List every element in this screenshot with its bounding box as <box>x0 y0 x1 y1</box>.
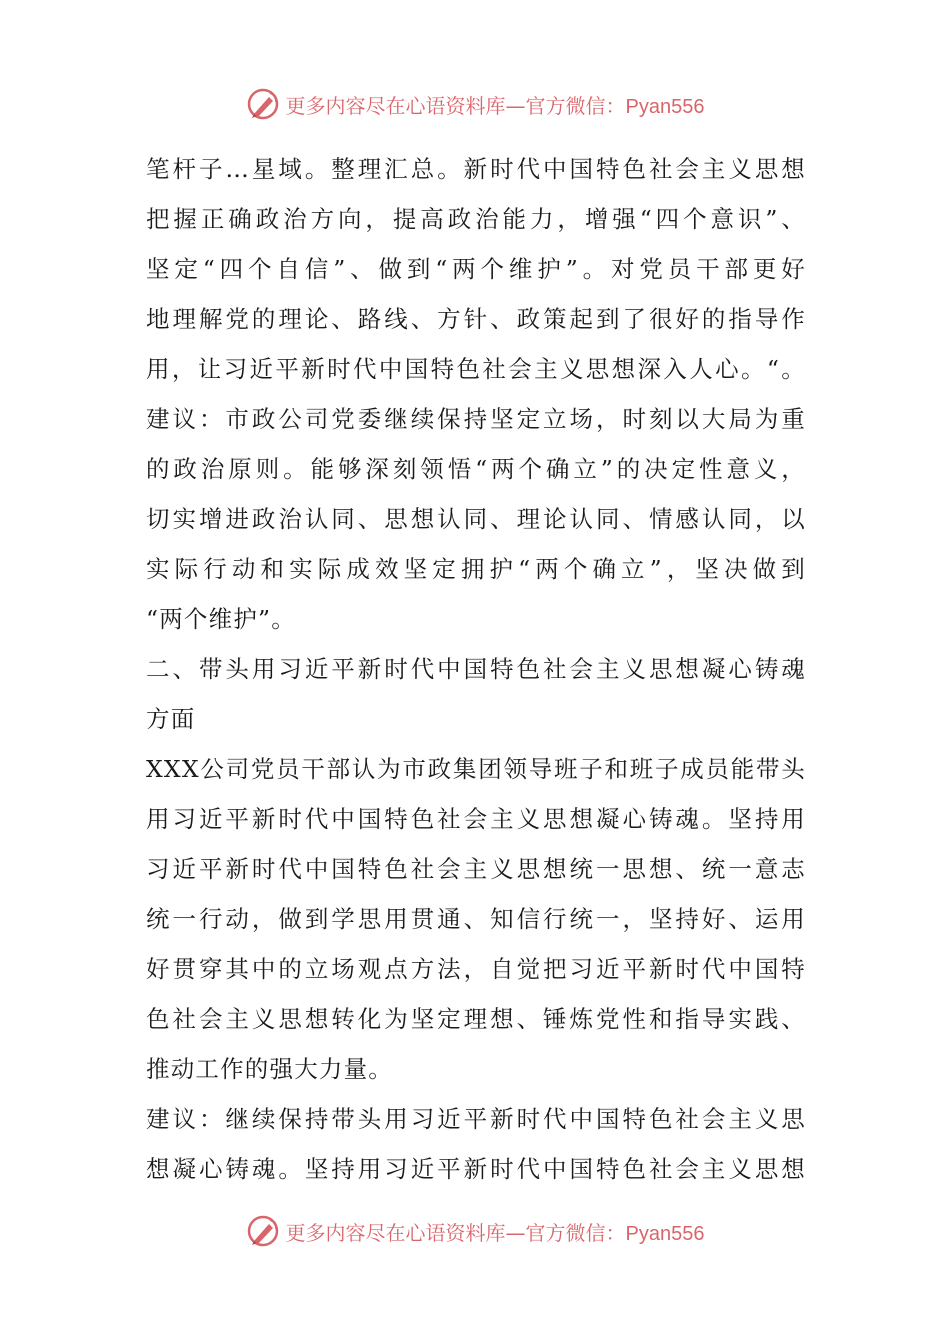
text-line: 建议：市政公司党委继续保持坚定立场，时刻以大局为重 <box>146 405 806 433</box>
text-line: 实际行动和实际成效坚定拥护“两个确立”，坚决做到 <box>146 555 806 583</box>
text-line: 用习近平新时代中国特色社会主义思想凝心铸魂。坚持用 <box>146 805 806 833</box>
text-line: 方面 <box>146 705 196 733</box>
text-line: 色社会主义思想转化为坚定理想、锤炼党性和指导实践、 <box>146 1005 806 1033</box>
text-line: XXX公司党员干部认为市政集团领导班子和班子成员能带头 <box>146 755 806 783</box>
text-line: 好贯穿其中的立场观点方法，自觉把习近平新时代中国特 <box>146 955 806 983</box>
watermark-text: 更多内容尽在心语资料库—官方微信：Pyan556 <box>285 1220 705 1245</box>
text-line: 二、带头用习近平新时代中国特色社会主义思想凝心铸魂 <box>146 655 806 683</box>
text-line: 把握正确政治方向，提高政治能力，增强“四个意识”、 <box>146 205 806 233</box>
text-line: 想凝心铸魂。坚持用习近平新时代中国特色社会主义思想 <box>146 1155 806 1183</box>
text-line: 地理解党的理论、路线、方针、政策起到了很好的指导作 <box>146 305 806 333</box>
text-line: 用，让习近平新时代中国特色社会主义思想深入人心。“。 <box>146 355 806 383</box>
text-line: 笔杆子…星域。整理汇总。新时代中国特色社会主义思想 <box>146 155 806 183</box>
pen-logo-icon <box>246 87 280 121</box>
text-line: 推动工作的强大力量。 <box>146 1055 393 1083</box>
text-line: “两个维护”。 <box>146 605 296 633</box>
text-line: 坚定“四个自信”、做到“两个维护”。对党员干部更好 <box>146 255 806 283</box>
text-line: 建议：继续保持带头用习近平新时代中国特色社会主义思 <box>146 1105 806 1133</box>
document-body <box>146 144 806 1194</box>
header-watermark <box>0 84 950 124</box>
text-line: 切实增进政治认同、思想认同、理论认同、情感认同，以 <box>146 505 806 533</box>
pen-logo-icon <box>246 1214 280 1248</box>
text-line: 习近平新时代中国特色社会主义思想统一思想、统一意志 <box>146 855 806 883</box>
watermark-text: 更多内容尽在心语资料库—官方微信：Pyan556 <box>285 93 705 118</box>
text-line: 统一行动，做到学思用贯通、知信行统一，坚持好、运用 <box>146 905 806 933</box>
text-line: 的政治原则。能够深刻领悟“两个确立”的决定性意义， <box>146 455 806 483</box>
footer-watermark <box>0 1211 950 1251</box>
